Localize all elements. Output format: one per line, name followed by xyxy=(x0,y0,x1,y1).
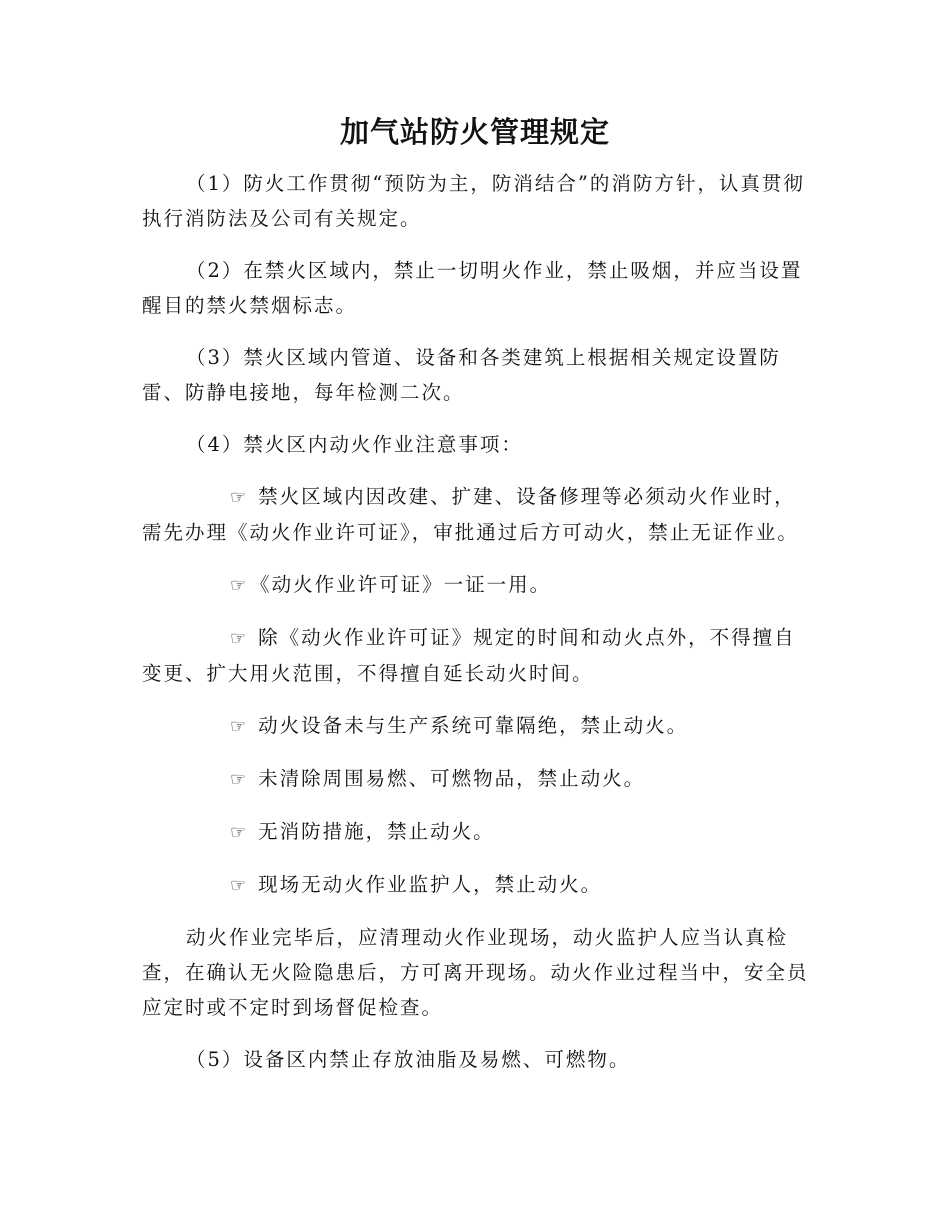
paragraph-text: （4）禁火区内动火作业注意事项： xyxy=(186,433,523,456)
bullet-text: 《动火作业许可证》一证一用。 xyxy=(250,573,552,596)
paragraph-6 xyxy=(142,1042,810,1077)
paragraph-3 xyxy=(142,340,810,410)
bullet-item-3 xyxy=(142,620,810,691)
bullet-text: 现场无动火作业监护人，禁止动火。 xyxy=(258,873,603,896)
paragraph-2 xyxy=(142,253,810,323)
bullet-item-6 xyxy=(142,814,810,850)
bullet-text: 除《动火作业许可证》规定的时间和动火点外，不得擅自变更、扩大用火范围，不得擅自延长动火时间。 xyxy=(142,626,796,685)
pointing-hand-icon: ☞ xyxy=(230,769,249,790)
document-title: 加气站防火管理规定 xyxy=(339,115,610,149)
bullet-text: 未清除周围易燃、可燃物品，禁止动火。 xyxy=(258,767,646,790)
document-body xyxy=(142,166,810,1094)
paragraph-text: （5）设备区内禁止存放油脂及易燃、可燃物。 xyxy=(186,1048,631,1071)
paragraph-text: （3）禁火区域内管道、设备和各类建筑上根据相关规定设置防雷、防静电接地，每年检测二次。 xyxy=(142,346,781,404)
bullet-item-1 xyxy=(142,479,810,550)
pointing-hand-icon: ☞ xyxy=(230,875,249,896)
bullet-item-7 xyxy=(142,867,810,903)
pointing-hand-icon: ☞ xyxy=(230,575,249,596)
pointing-hand-icon: ☞ xyxy=(230,628,249,649)
pointing-hand-icon: ☞ xyxy=(230,487,249,508)
paragraph-text: 动火作业完毕后，应清理动火作业现场，动火监护人应当认真检查，在确认无火险隐患后，方可离开现场。动火作业过程当中，安全员应定时或不定时到场督促检查。 xyxy=(142,926,809,1019)
bullet-item-4 xyxy=(142,708,810,744)
pointing-hand-icon: ☞ xyxy=(230,716,249,737)
bullet-item-5 xyxy=(142,761,810,797)
paragraph-4 xyxy=(142,427,810,462)
paragraph-text: （1）防火工作贯彻“预防为主，防消结合”的消防方针，认真贯彻执行消防法及公司有关规定。 xyxy=(142,172,805,230)
bullet-text: 无消防措施，禁止动火。 xyxy=(258,820,495,843)
paragraph-5 xyxy=(142,920,810,1025)
bullet-text: 动火设备未与生产系统可靠隔绝，禁止动火。 xyxy=(258,714,689,737)
bullet-text: 禁火区域内因改建、扩建、设备修理等必须动火作业时，需先办理《动火作业许可证》，审批通过后方可动火，禁止无证作业。 xyxy=(142,485,799,544)
paragraph-text: （2）在禁火区域内，禁止一切明火作业，禁止吸烟，并应当设置醒目的禁火禁烟标志。 xyxy=(142,259,803,317)
pointing-hand-icon: ☞ xyxy=(230,822,249,843)
bullet-item-2 xyxy=(142,567,810,603)
paragraph-1 xyxy=(142,166,810,236)
